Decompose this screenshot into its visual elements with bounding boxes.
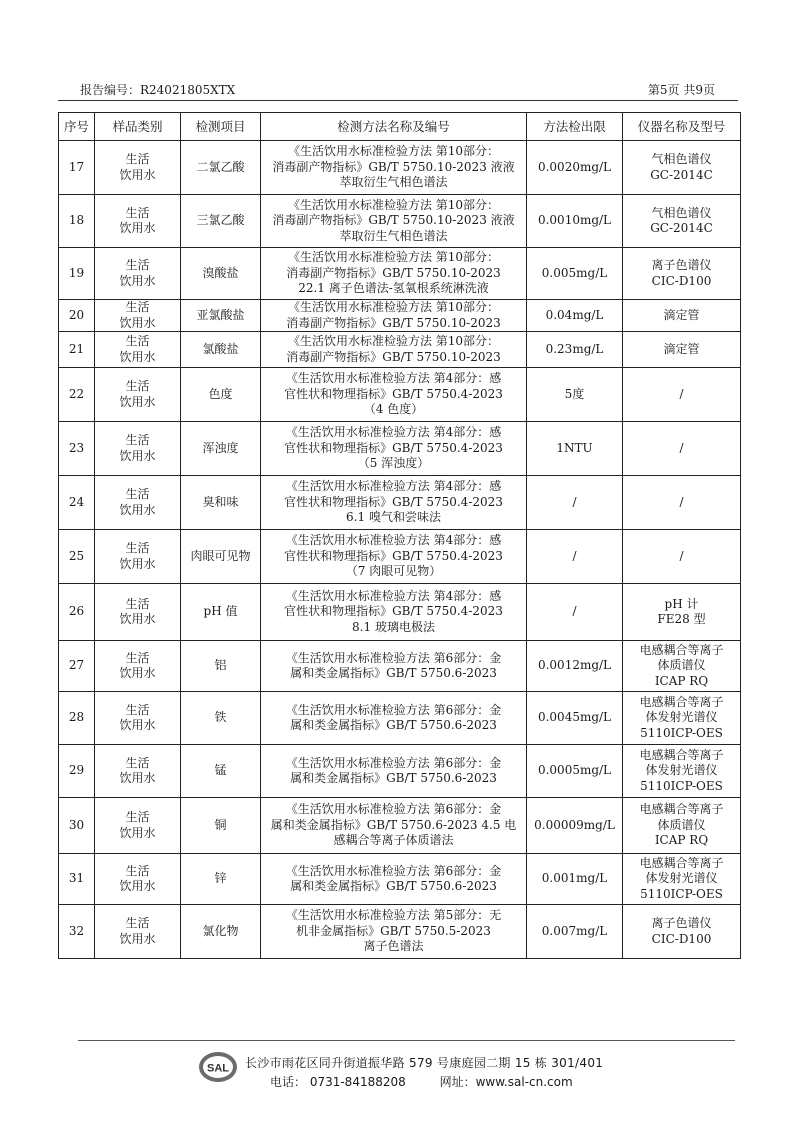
- method-name: 《生活饮用水标准检验方法 第10部分： 消毒副产物指标》GB/T 5750.10-2023 液液 萃取衍生气相色谱法: [261, 141, 527, 195]
- detection-limit: 0.0010mg/L: [527, 195, 623, 248]
- method-name: 《生活饮用水标准检验方法 第4部分：感 官性状和物理指标》GB/T 5750.4-2023 6.1 嗅气和尝味法: [261, 476, 527, 530]
- test-item: 浑浊度: [181, 422, 261, 476]
- table-row: [59, 745, 741, 798]
- instrument: /: [623, 368, 741, 422]
- method-name: 《生活饮用水标准检验方法 第6部分：金 属和类金属指标》GB/T 5750.6-2023: [261, 641, 527, 692]
- row-number: 27: [59, 641, 95, 692]
- instrument: pH 计 FE28 型: [623, 584, 741, 641]
- method-name: 《生活饮用水标准检验方法 第6部分：金 属和类金属指标》GB/T 5750.6-2023: [261, 745, 527, 798]
- detection-limit: 0.005mg/L: [527, 248, 623, 300]
- test-item: 铜: [181, 798, 261, 854]
- detection-limit: 1NTU: [527, 422, 623, 476]
- instrument: 滴定管: [623, 300, 741, 332]
- table-row: [59, 692, 741, 745]
- row-number: 19: [59, 248, 95, 300]
- instrument: /: [623, 422, 741, 476]
- col-header-no: 序号: [59, 113, 95, 141]
- table-row: [59, 248, 741, 300]
- method-table: [58, 112, 741, 959]
- test-item: 溴酸盐: [181, 248, 261, 300]
- footer-address: 长沙市雨花区同升街道振华路 579 号康庭园二期 15 栋 301/401: [245, 1056, 604, 1070]
- test-item: 氯化物: [181, 905, 261, 959]
- col-header-instrument: 仪器名称及型号: [623, 113, 741, 141]
- detection-limit: 0.0005mg/L: [527, 745, 623, 798]
- instrument: 气相色谱仪 GC-2014C: [623, 141, 741, 195]
- method-name: 《生活饮用水标准检验方法 第5部分：无 机非金属指标》GB/T 5750.5-2023 离子色谱法: [261, 905, 527, 959]
- method-name: 《生活饮用水标准检验方法 第4部分：感 官性状和物理指标》GB/T 5750.4-2023 8.1 玻璃电极法: [261, 584, 527, 641]
- sample-category: 生活 饮用水: [95, 300, 181, 332]
- table-row: [59, 854, 741, 905]
- table-row: [59, 195, 741, 248]
- instrument: 电感耦合等离子 体发射光谱仪 5110ICP-OES: [623, 692, 741, 745]
- table-row: [59, 141, 741, 195]
- row-number: 32: [59, 905, 95, 959]
- row-number: 23: [59, 422, 95, 476]
- sample-category: 生活 饮用水: [95, 422, 181, 476]
- instrument: 电感耦合等离子 体质谱仪 ICAP RQ: [623, 641, 741, 692]
- sample-category: 生活 饮用水: [95, 798, 181, 854]
- table-header-row: [59, 113, 741, 141]
- test-item: 亚氯酸盐: [181, 300, 261, 332]
- detection-limit: 0.00009mg/L: [527, 798, 623, 854]
- detection-limit: /: [527, 476, 623, 530]
- detection-limit: 0.0020mg/L: [527, 141, 623, 195]
- test-item: 二氯乙酸: [181, 141, 261, 195]
- test-item: pH 值: [181, 584, 261, 641]
- test-item: 氯酸盐: [181, 332, 261, 368]
- detection-limit: 0.0012mg/L: [527, 641, 623, 692]
- col-header-method: 检测方法名称及编号: [261, 113, 527, 141]
- col-header-category: 样品类别: [95, 113, 181, 141]
- method-name: 《生活饮用水标准检验方法 第6部分：金 属和类金属指标》GB/T 5750.6-2023: [261, 854, 527, 905]
- row-number: 29: [59, 745, 95, 798]
- col-header-item: 检测项目: [181, 113, 261, 141]
- detection-limit: 0.001mg/L: [527, 854, 623, 905]
- detection-limit: 0.04mg/L: [527, 300, 623, 332]
- table-row: [59, 422, 741, 476]
- sample-category: 生活 饮用水: [95, 854, 181, 905]
- row-number: 18: [59, 195, 95, 248]
- instrument: 电感耦合等离子 体发射光谱仪 5110ICP-OES: [623, 854, 741, 905]
- footer-website: 网址：www.sal-cn.com: [439, 1075, 573, 1089]
- test-item: 铁: [181, 692, 261, 745]
- table-row: [59, 530, 741, 584]
- logo-text: SAL: [207, 1062, 229, 1075]
- table-row: [59, 476, 741, 530]
- footer-contact: [270, 1073, 603, 1090]
- table-row: [59, 905, 741, 959]
- sample-category: 生活 饮用水: [95, 141, 181, 195]
- instrument: /: [623, 530, 741, 584]
- row-number: 17: [59, 141, 95, 195]
- sample-category: 生活 饮用水: [95, 745, 181, 798]
- table-row: [59, 798, 741, 854]
- table-row: [59, 332, 741, 368]
- row-number: 26: [59, 584, 95, 641]
- table-row: [59, 641, 741, 692]
- method-name: 《生活饮用水标准检验方法 第4部分：感 官性状和物理指标》GB/T 5750.4-2023 （5 浑浊度）: [261, 422, 527, 476]
- detection-limit: /: [527, 584, 623, 641]
- method-name: 《生活饮用水标准检验方法 第10部分： 消毒副产物指标》GB/T 5750.10-2023: [261, 300, 527, 332]
- sample-category: 生活 饮用水: [95, 476, 181, 530]
- row-number: 24: [59, 476, 95, 530]
- row-number: 22: [59, 368, 95, 422]
- method-name: 《生活饮用水标准检验方法 第10部分： 消毒副产物指标》GB/T 5750.10-2023: [261, 332, 527, 368]
- instrument: /: [623, 476, 741, 530]
- detection-limit: 0.0045mg/L: [527, 692, 623, 745]
- instrument: 滴定管: [623, 332, 741, 368]
- row-number: 25: [59, 530, 95, 584]
- test-item: 三氯乙酸: [181, 195, 261, 248]
- method-name: 《生活饮用水标准检验方法 第6部分：金 属和类金属指标》GB/T 5750.6-2023: [261, 692, 527, 745]
- table-row: [59, 584, 741, 641]
- header-divider: [58, 100, 738, 101]
- detection-limit: 0.23mg/L: [527, 332, 623, 368]
- row-number: 31: [59, 854, 95, 905]
- method-name: 《生活饮用水标准检验方法 第10部分： 消毒副产物指标》GB/T 5750.10-2023 22.1 离子色谱法-氢氧根系统淋洗液: [261, 248, 527, 300]
- instrument: 气相色谱仪 GC-2014C: [623, 195, 741, 248]
- footer-phone: 电话： 0731-84188208: [270, 1075, 406, 1089]
- sample-category: 生活 饮用水: [95, 641, 181, 692]
- table-row: [59, 368, 741, 422]
- instrument: 电感耦合等离子 体发射光谱仪 5110ICP-OES: [623, 745, 741, 798]
- row-number: 20: [59, 300, 95, 332]
- method-name: 《生活饮用水标准检验方法 第10部分： 消毒副产物指标》GB/T 5750.10-2023 液液 萃取衍生气相色谱法: [261, 195, 527, 248]
- instrument: 离子色谱仪 CIC-D100: [623, 905, 741, 959]
- test-item: 锰: [181, 745, 261, 798]
- sample-category: 生活 饮用水: [95, 905, 181, 959]
- sample-category: 生活 饮用水: [95, 530, 181, 584]
- detection-limit: 5度: [527, 368, 623, 422]
- detection-limit: /: [527, 530, 623, 584]
- sample-category: 生活 饮用水: [95, 692, 181, 745]
- test-item: 锌: [181, 854, 261, 905]
- sample-category: 生活 饮用水: [95, 368, 181, 422]
- sal-logo: [198, 1050, 238, 1084]
- sample-category: 生活 饮用水: [95, 332, 181, 368]
- sample-category: 生活 饮用水: [95, 248, 181, 300]
- method-name: 《生活饮用水标准检验方法 第4部分：感 官性状和物理指标》GB/T 5750.4-2023 （7 肉眼可见物）: [261, 530, 527, 584]
- row-number: 21: [59, 332, 95, 368]
- instrument: 离子色谱仪 CIC-D100: [623, 248, 741, 300]
- row-number: 30: [59, 798, 95, 854]
- test-item: 肉眼可见物: [181, 530, 261, 584]
- method-name: 《生活饮用水标准检验方法 第4部分：感 官性状和物理指标》GB/T 5750.4-2023 （4 色度）: [261, 368, 527, 422]
- test-item: 臭和味: [181, 476, 261, 530]
- col-header-limit: 方法检出限: [527, 113, 623, 141]
- method-name: 《生活饮用水标准检验方法 第6部分：金 属和类金属指标》GB/T 5750.6-2023 4.5 电 感耦合等离子体质谱法: [261, 798, 527, 854]
- sample-category: 生活 饮用水: [95, 584, 181, 641]
- instrument: 电感耦合等离子 体质谱仪 ICAP RQ: [623, 798, 741, 854]
- footer-divider: [78, 1040, 735, 1041]
- sample-category: 生活 饮用水: [95, 195, 181, 248]
- test-item: 铝: [181, 641, 261, 692]
- detection-limit: 0.007mg/L: [527, 905, 623, 959]
- table-row: [59, 300, 741, 332]
- page-indicator: 第5页 共9页: [647, 83, 715, 97]
- row-number: 28: [59, 692, 95, 745]
- report-number: 报告编号：R24021805XTX: [80, 83, 236, 97]
- test-item: 色度: [181, 368, 261, 422]
